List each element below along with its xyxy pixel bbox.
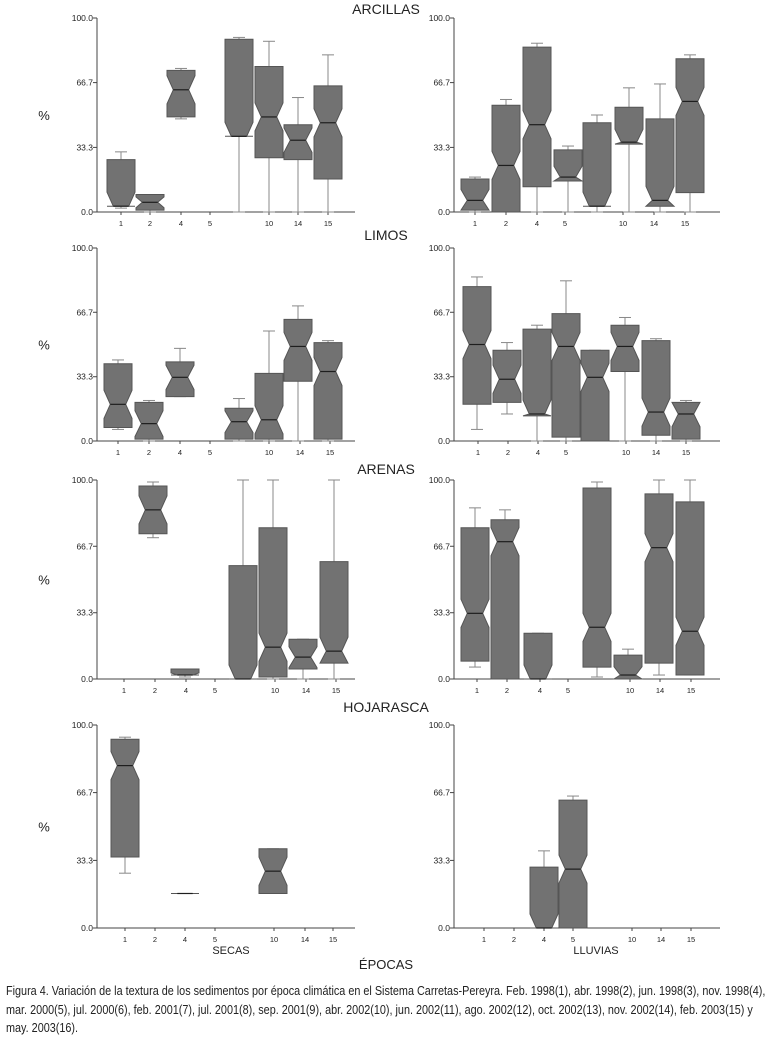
y-tick-label: 0.0 (81, 674, 93, 684)
x-tick-label: 1 (472, 219, 478, 228)
x-tick-label: 5 (562, 219, 568, 228)
x-tick-label: 5 (570, 935, 576, 944)
x-tick-label: 10 (264, 448, 274, 457)
box (611, 325, 639, 371)
y-tick-label: 0.0 (438, 674, 450, 684)
x-tick-label: 10 (269, 935, 279, 944)
x-tick-label: 4 (537, 686, 543, 695)
y-tick-label: 33.3 (433, 142, 450, 153)
x-tick-label: 10 (618, 219, 628, 228)
x-tick-label: 5 (207, 219, 213, 228)
y-axis-label: % (38, 108, 50, 123)
y-tick-label: 0.0 (81, 923, 93, 933)
x-tick-label: 4 (534, 219, 540, 228)
box (229, 566, 257, 679)
box (491, 520, 519, 679)
x-tick-label: 15 (680, 219, 690, 228)
x-tick-label: 5 (212, 686, 218, 695)
box (107, 160, 135, 207)
y-tick-label: 66.7 (433, 307, 450, 318)
box (676, 59, 704, 193)
x-tick-label: 2 (504, 686, 510, 695)
x-tick-label: 1 (474, 686, 480, 695)
box (583, 488, 611, 667)
y-axis-label: % (38, 337, 50, 353)
box (554, 150, 582, 181)
season-label-lluvias: LLUVIAS (573, 945, 619, 957)
row-title: LIMOS (364, 227, 408, 243)
box (492, 105, 520, 212)
x-tick-label: 15 (681, 448, 691, 457)
y-tick-label: 33.3 (433, 607, 450, 618)
y-tick-label: 0.0 (81, 436, 93, 446)
x-tick-label: 15 (331, 686, 341, 695)
box (259, 528, 287, 677)
x-tick-label: 10 (625, 686, 635, 695)
box (461, 528, 489, 661)
x-tick-label: 15 (686, 686, 696, 695)
x-tick-label: 4 (183, 686, 189, 695)
box (581, 350, 609, 441)
box (111, 739, 139, 857)
x-tick-label: 1 (118, 219, 124, 228)
box (524, 633, 552, 679)
y-axis-label: % (38, 572, 50, 588)
y-tick-label: 66.7 (76, 541, 93, 552)
box (255, 67, 283, 158)
y-tick-label: 0.0 (438, 923, 450, 933)
x-tick-label: 10 (621, 448, 631, 457)
x-tick-label: 5 (212, 935, 218, 944)
box (314, 343, 342, 440)
x-tick-label: 1 (475, 448, 481, 457)
x-tick-label: 5 (207, 448, 213, 457)
x-tick-label: 14 (655, 686, 665, 695)
x-tick-label: 1 (481, 935, 487, 944)
x-tick-label: 15 (325, 448, 335, 457)
y-tick-label: 66.7 (433, 77, 450, 88)
y-tick-label: 0.0 (438, 436, 450, 446)
y-tick-label: 0.0 (438, 207, 450, 217)
y-tick-label: 33.3 (433, 371, 450, 382)
row-title: HOJARASCA (343, 699, 429, 715)
y-tick-label: 33.3 (433, 855, 450, 866)
box (225, 408, 253, 439)
y-tick-label: 100.0 (71, 475, 93, 485)
x-tick-label: 5 (563, 448, 569, 457)
row-title: ARENAS (357, 461, 415, 477)
x-tick-label: 14 (300, 935, 310, 944)
figure-caption: Figura 4. Variación de la textura de los sedimentos por época climática en el Sistema Carretas-Pereyra. Feb. 1998(1), abr. 1998(2), jun. 1998(3), nov. 1998(4), mar. 2000(5), jul. 2000(6), feb. 2001(7), jul. 2001(8), sep. 2001(9), abr. 2002(10), jun. 2002(11), ago. 2002(12), oct. 2002(13), nov. 2002(14), feb. 2003(15) y may. 2003(16). (6, 984, 766, 1035)
y-tick-label: 66.7 (76, 77, 93, 88)
x-tick-label: 14 (649, 219, 659, 228)
box (672, 402, 700, 439)
box (461, 179, 489, 210)
x-tick-label: 2 (147, 219, 153, 228)
box (463, 287, 491, 405)
box (135, 402, 163, 439)
x-tick-label: 15 (323, 219, 333, 228)
x-tick-label: 4 (178, 219, 184, 228)
y-tick-label: 66.7 (76, 787, 93, 798)
season-label-secas: SECAS (212, 945, 250, 957)
x-tick-label: 10 (270, 686, 280, 695)
y-tick-label: 33.3 (76, 855, 93, 866)
x-tick-label: 4 (182, 935, 188, 944)
x-tick-label: 15 (686, 935, 696, 944)
y-tick-label: 100.0 (428, 243, 450, 253)
y-tick-label: 66.7 (76, 307, 93, 318)
y-tick-label: 33.3 (76, 371, 93, 382)
x-tick-label: 14 (301, 686, 311, 695)
y-tick-label: 100.0 (71, 720, 93, 730)
box (646, 119, 674, 206)
x-tick-label: 4 (541, 935, 547, 944)
x-tick-label: 5 (565, 686, 571, 695)
box (104, 364, 132, 428)
x-tick-label: 2 (505, 448, 511, 457)
y-tick-label: 66.7 (433, 787, 450, 798)
box (166, 362, 194, 397)
box (523, 47, 551, 187)
box (320, 562, 348, 664)
x-tick-label: 2 (503, 219, 509, 228)
box (225, 39, 253, 136)
x-tick-label: 2 (511, 935, 517, 944)
x-tick-label: 10 (264, 219, 274, 228)
box (615, 107, 643, 144)
y-tick-label: 100.0 (71, 13, 93, 23)
x-tick-label: 14 (651, 448, 661, 457)
x-tick-label: 2 (152, 935, 158, 944)
row-title: ARCILLAS (352, 1, 420, 17)
y-tick-label: 100.0 (428, 475, 450, 485)
y-axis-label: % (38, 819, 50, 835)
box (559, 800, 587, 928)
x-tick-label: 1 (122, 935, 128, 944)
x-tick-label: 2 (146, 448, 152, 457)
x-tick-label: 4 (177, 448, 183, 457)
y-tick-label: 33.3 (76, 607, 93, 618)
y-tick-label: 100.0 (428, 13, 450, 23)
x-tick-label: 14 (295, 448, 305, 457)
box (552, 314, 580, 438)
box (493, 350, 521, 402)
x-axis-title: ÉPOCAS (358, 957, 414, 972)
box (167, 70, 195, 117)
x-tick-label: 14 (656, 935, 666, 944)
x-tick-label: 14 (293, 219, 303, 228)
x-tick-label: 10 (627, 935, 637, 944)
box (583, 123, 611, 206)
box (284, 319, 312, 381)
box (645, 494, 673, 663)
box (171, 669, 199, 675)
box (255, 373, 283, 439)
box (642, 341, 670, 436)
x-tick-label: 2 (152, 686, 158, 695)
x-tick-label: 4 (535, 448, 541, 457)
box (289, 639, 317, 669)
y-tick-label: 33.3 (76, 142, 93, 153)
box (314, 86, 342, 179)
y-tick-label: 0.0 (81, 207, 93, 217)
box (676, 502, 704, 675)
y-tick-label: 100.0 (71, 243, 93, 253)
x-tick-label: 1 (121, 686, 127, 695)
box (284, 125, 312, 160)
box (530, 867, 558, 928)
y-tick-label: 66.7 (433, 541, 450, 552)
y-tick-label: 100.0 (428, 720, 450, 730)
x-tick-label: 15 (328, 935, 338, 944)
x-tick-label: 1 (115, 448, 121, 457)
box (523, 329, 551, 416)
